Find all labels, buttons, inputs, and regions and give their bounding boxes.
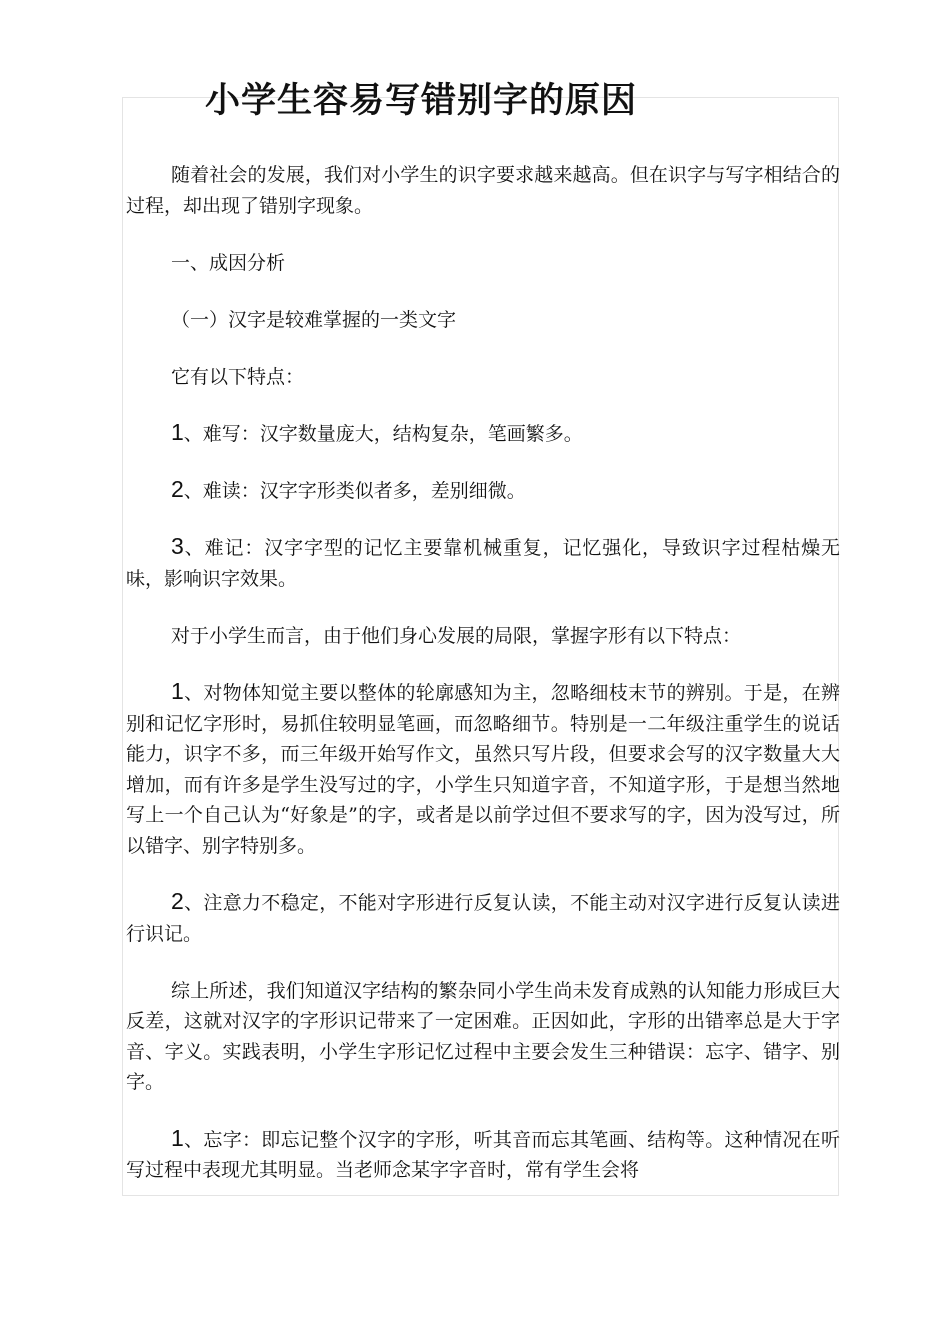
paragraph-text: 、难记：汉字字型的记忆主要靠机械重复，记忆强化，导致识字过程枯燥无味，影响识字效果。	[126, 537, 840, 590]
section-heading	[126, 246, 840, 279]
paragraph-number: 3	[171, 533, 184, 560]
paragraph-text: 、难读：汉字字形类似者多，差别细微。	[183, 480, 526, 503]
paragraph-number: 2	[171, 476, 184, 503]
list-item-hard-to-read	[126, 474, 840, 507]
document-body	[126, 158, 840, 1210]
list-item-hard-to-remember	[126, 531, 840, 594]
list-item-attention	[126, 886, 840, 949]
list-item-hard-to-write	[126, 417, 840, 450]
paragraph-text: 它有以下特点：	[171, 365, 305, 388]
paragraph-number: 1	[171, 1124, 184, 1151]
paragraph-text: 、注意力不稳定，不能对字形进行反复认读，不能主动对汉字进行反复认读进行识记。	[126, 892, 840, 945]
paragraph-student-lead	[126, 619, 840, 652]
list-item-forgetting	[126, 1123, 840, 1186]
paragraph-text: 综上所述，我们知道汉字结构的繁杂同小学生尚未发育成熟的认知能力形成巨大反差，这就对汉字的字形识记带来了一定困难。正因如此，字形的出错率总是大于字音、字义。实践表明，小学生字形记忆过程中主要会发生三种错误：忘字、错字、别字。	[126, 979, 840, 1094]
paragraph-text: 对于小学生而言，由于他们身心发展的局限，掌握字形有以下特点：	[171, 624, 742, 647]
paragraph-number: 2	[171, 888, 184, 914]
paragraph-text: 随着社会的发展，我们对小学生的识字要求越来越高。但在识字与写字相结合的过程，却出现了错别字现象。	[126, 164, 840, 217]
paragraph-text: 一、成因分析	[171, 251, 286, 274]
paragraph-intro	[126, 158, 840, 221]
paragraph-text: 、忘字：即忘记整个汉字的字形，听其音而忘其笔画、结构等。这种情况在听写过程中表现尤其明显。当老师念某字字音时，常有学生会将	[126, 1128, 840, 1182]
list-item-perception	[126, 676, 840, 862]
paragraph-text: 、难写：汉字数量庞大，结构复杂，笔画繁多。	[183, 422, 583, 445]
subsection-heading	[126, 303, 840, 336]
document-title: 小学生容易写错别字的原因	[205, 81, 638, 121]
paragraph-text: 、对物体知觉主要以整体的轮廓感知为主，忽略细枝末节的辨别。于是，在辨别和记忆字形时，易抓住较明显笔画，而忽略细节。特别是一二年级注重学生的说话能力，识字不多，而三年级开始写作文，虽然只写片段，但要求会写的汉字数量大大增加，而有许多是学生没写过的字，小学生只知道字音，不知道字形，于是想当然地写上一个自己认为“好象是”的字，或者是以前学过但不要求写的字，因为没写过，所以错字、别字特别多。	[126, 681, 840, 857]
paragraph-number: 1	[171, 418, 184, 445]
paragraph-features-lead	[126, 360, 840, 393]
paragraph-text: （一）汉字是较难掌握的一类文字	[171, 308, 457, 331]
paragraph-number: 1	[171, 677, 184, 704]
paragraph-summary	[126, 974, 840, 1098]
